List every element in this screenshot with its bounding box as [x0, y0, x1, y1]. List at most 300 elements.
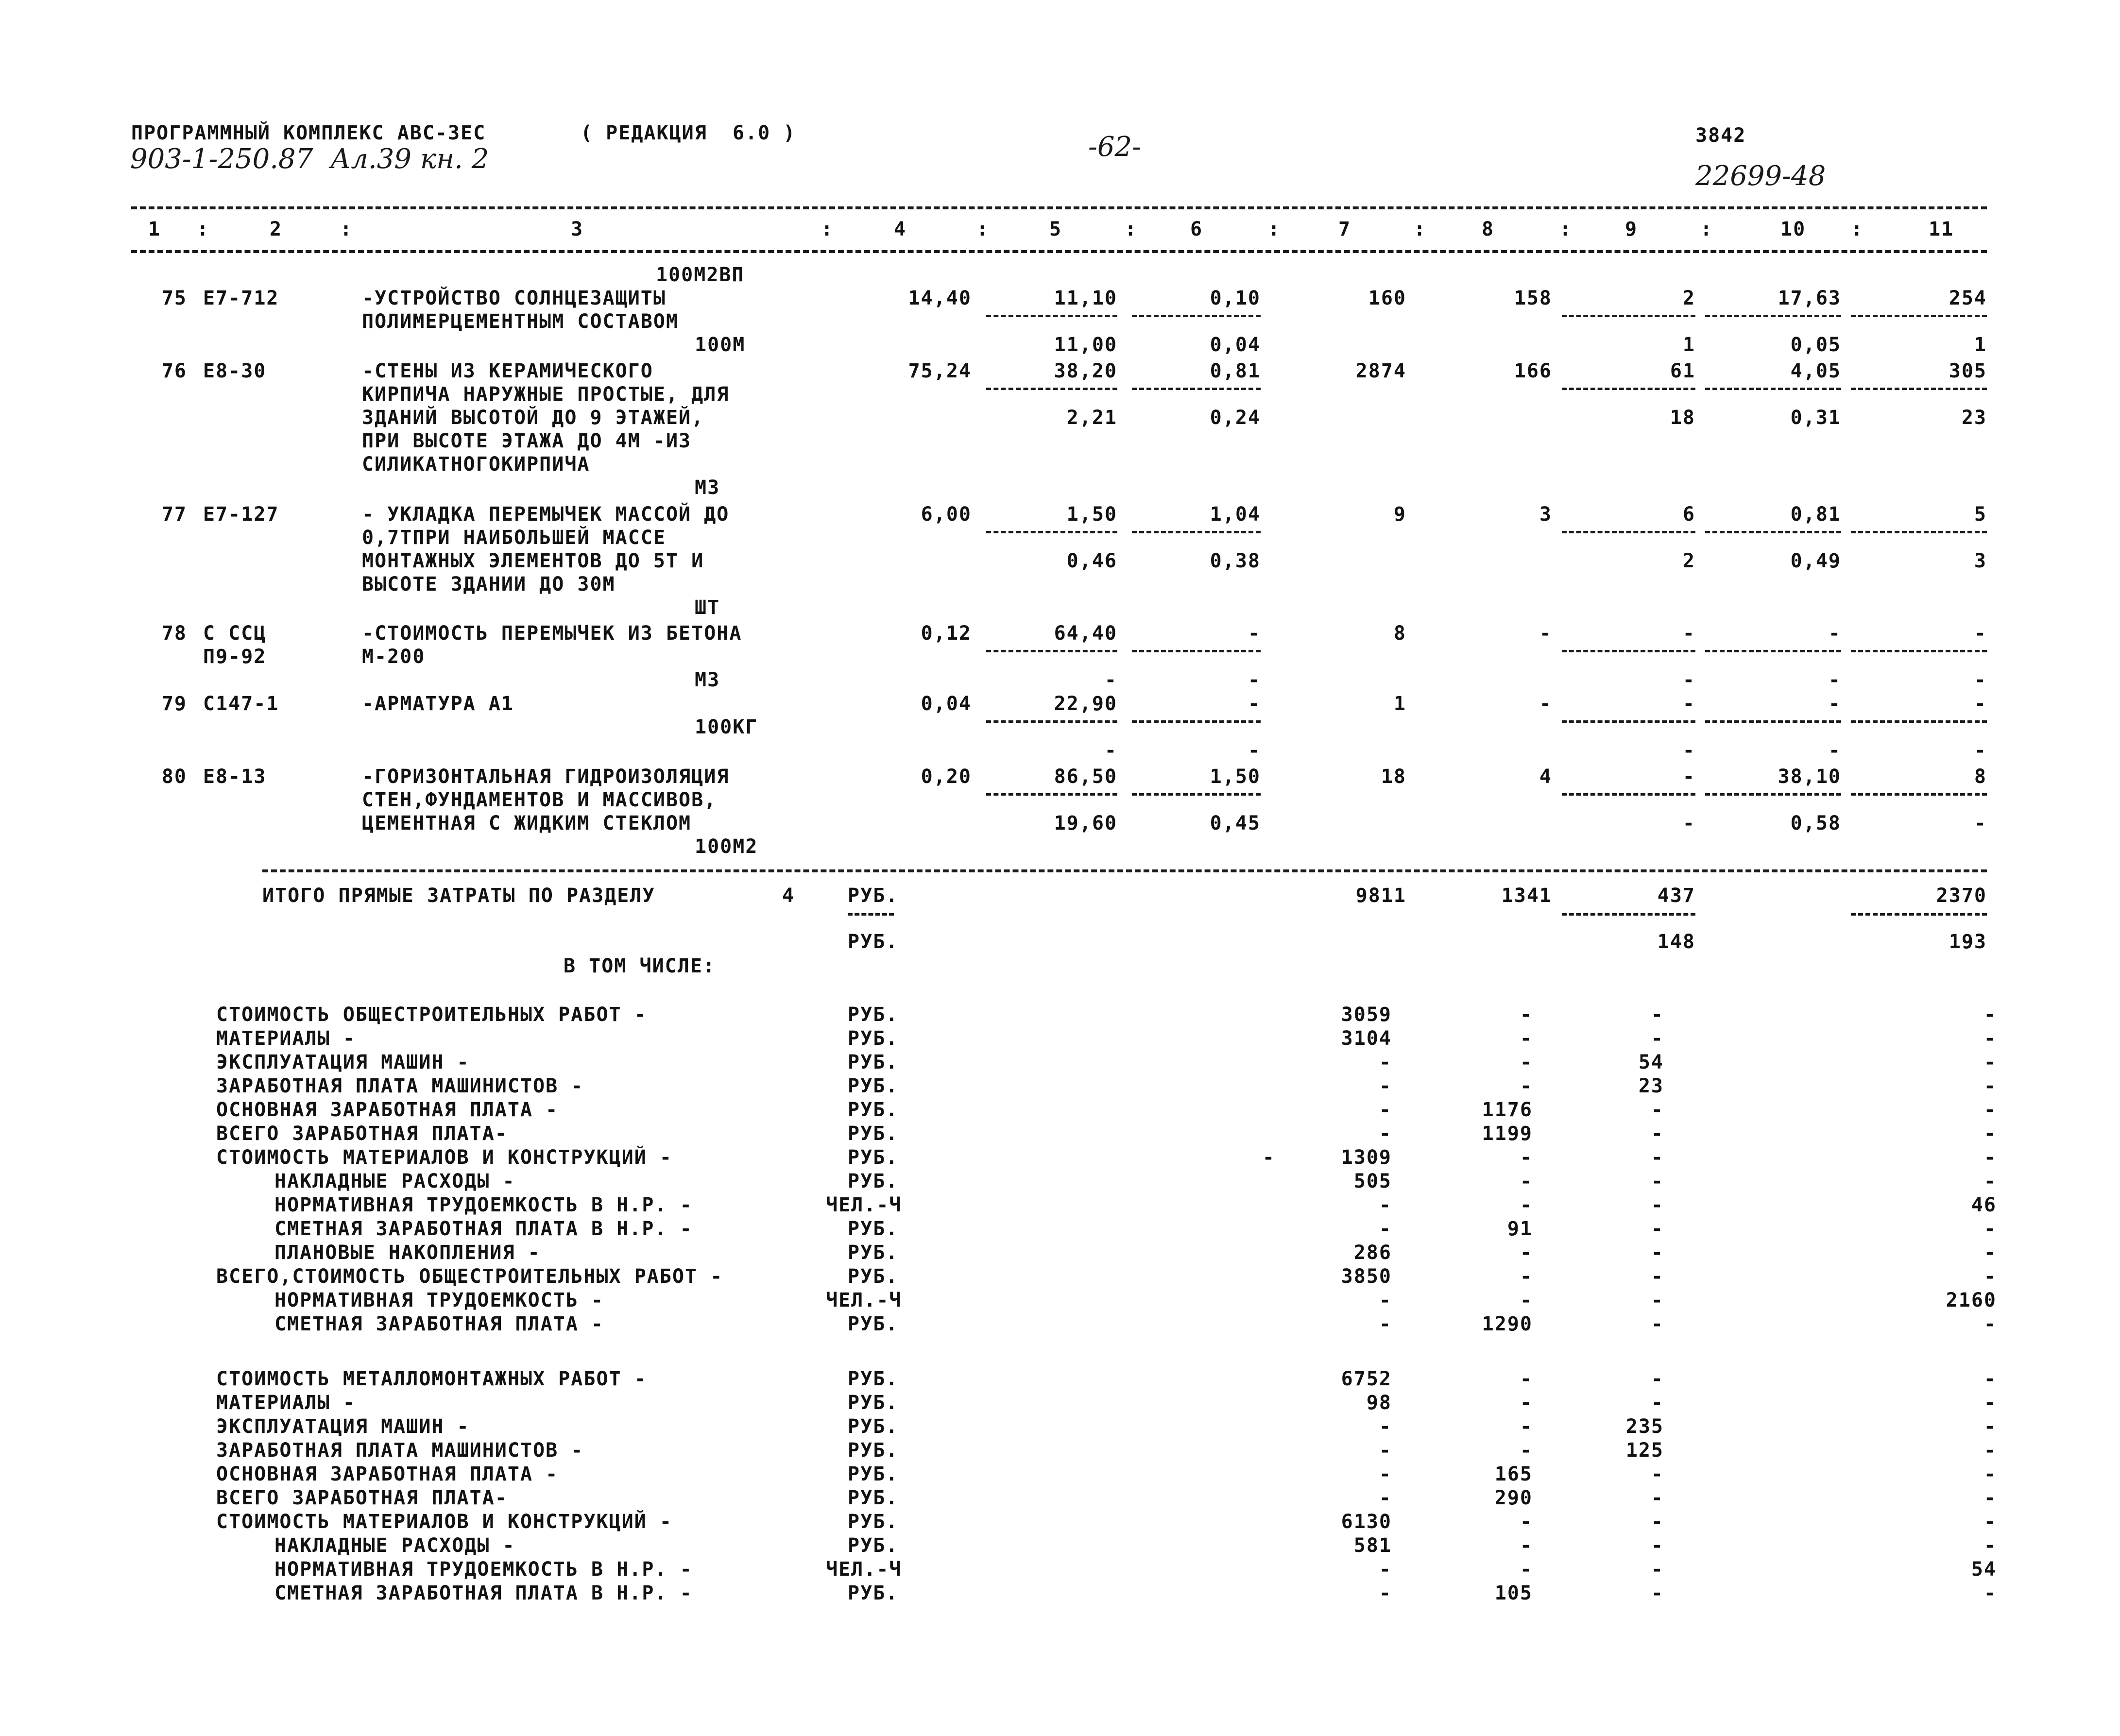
summary-c11: -: [1983, 1099, 1997, 1121]
column-separator: :: [1700, 218, 1713, 240]
summary-unit: ЧЕЛ.-Ч: [826, 1194, 902, 1216]
summary-unit: РУБ.: [848, 1170, 899, 1192]
summary-unit: РУБ.: [848, 1368, 899, 1390]
cell-c5: 22,90: [1054, 693, 1117, 715]
cell-rule: [1705, 315, 1841, 317]
row-description-line: ПОЛИМЕРЦЕМЕНТНЫМ СОСТАВОМ: [362, 310, 679, 333]
summary-c7: -: [1379, 1289, 1392, 1311]
row-description-line: - УКЛАДКА ПЕРЕМЫЧЕК МАССОЙ ДО: [362, 503, 730, 526]
row-description-line: 0,7ТПРИ НАИБОЛЬШЕЙ МАССЕ: [362, 527, 666, 549]
cell-c5: 11,10: [1054, 287, 1117, 309]
total-c11: 2370: [1936, 885, 1987, 907]
row-unit-label: М3: [695, 669, 720, 691]
row-unit-label: 100М2: [695, 835, 758, 858]
summary-c8: -: [1520, 1415, 1533, 1438]
column-header-2: 2: [270, 218, 283, 240]
cell-c9: 6: [1682, 503, 1695, 526]
summary-label: СТОИМОСТЬ МЕТАЛЛОМОНТАЖНЫХ РАБОТ -: [216, 1368, 647, 1390]
cell-rule: [986, 793, 1117, 796]
row-code: С ССЦ: [203, 622, 267, 645]
summary-label: НОРМАТИВНАЯ ТРУДОЕМКОСТЬ -: [274, 1289, 604, 1311]
summary-label: МАТЕРИАЛЫ -: [216, 1392, 356, 1414]
cell-c10b: 0,49: [1790, 550, 1841, 572]
summary-c8: 1176: [1482, 1099, 1533, 1121]
summary-c9: 54: [1638, 1051, 1664, 1073]
summary-unit: РУБ.: [848, 1123, 899, 1145]
summary-c8: -: [1520, 1289, 1533, 1311]
summary-c7: 98: [1366, 1392, 1392, 1414]
row-number: 76: [161, 360, 187, 382]
summary-c8: -: [1520, 1534, 1533, 1557]
row-description-line: ПРИ ВЫСОТЕ ЭТАЖА ДО 4М -ИЗ: [362, 430, 692, 452]
summary-unit: РУБ.: [848, 1463, 899, 1485]
summary-c9: -: [1651, 1242, 1664, 1264]
summary-c7: 505: [1353, 1170, 1392, 1192]
summary-c9: 125: [1625, 1439, 1664, 1462]
cell-rule: [1132, 388, 1261, 390]
cell-rule: [1562, 315, 1695, 317]
row-description-line: -УСТРОЙСТВО СОЛНЦЕЗАЩИТЫ: [362, 287, 666, 309]
row-description-line: КИРПИЧА НАРУЖНЫЕ ПРОСТЫЕ, ДЛЯ: [362, 383, 730, 406]
summary-label: НАКЛАДНЫЕ РАСХОДЫ -: [274, 1170, 515, 1192]
cell-rule: [986, 388, 1117, 390]
cell-c10b: -: [1828, 669, 1841, 691]
cell-rule: [1851, 315, 1987, 317]
summary-c11: 46: [1971, 1194, 1997, 1216]
summary-unit: РУБ.: [848, 1027, 899, 1050]
summary-c11: 2160: [1946, 1289, 1997, 1311]
total-c9-secondary: 148: [1657, 931, 1695, 953]
summary-unit: РУБ.: [848, 1313, 899, 1335]
column-separator: :: [1851, 218, 1864, 240]
summary-c9: -: [1651, 1558, 1664, 1581]
total-c8: 1341: [1501, 885, 1552, 907]
cell-c6b: -: [1248, 739, 1261, 762]
row-description-line: ВЫСОТЕ ЗДАНИИ ДО 30М: [362, 573, 615, 596]
row-description-line: ЦЕМЕНТНАЯ С ЖИДКИМ СТЕКЛОМ: [362, 812, 692, 834]
summary-c8: -: [1520, 1051, 1533, 1073]
row-unit-label: 100КГ: [695, 716, 758, 738]
cell-c4: 0,12: [921, 622, 972, 645]
summary-c7: -: [1379, 1075, 1392, 1097]
summary-unit: РУБ.: [848, 1075, 899, 1097]
row-unit-label: М3: [695, 477, 720, 499]
cell-c10b: 0,05: [1790, 334, 1841, 356]
row-unit-label: 100М2ВП: [656, 264, 745, 286]
cell-c5b: 2,21: [1066, 407, 1117, 429]
summary-c7: -: [1379, 1558, 1392, 1581]
cell-c6b: 0,38: [1210, 550, 1261, 572]
cell-c11: 5: [1974, 503, 1987, 526]
cell-c7: 1: [1393, 693, 1406, 715]
column-separator: :: [1559, 218, 1573, 240]
cell-c10: 0,81: [1790, 503, 1841, 526]
summary-c11: -: [1983, 1392, 1997, 1414]
summary-c7: 1309: [1341, 1146, 1392, 1169]
cell-c9b: 2: [1682, 550, 1695, 572]
column-separator: :: [976, 218, 990, 240]
summary-c7: -: [1379, 1194, 1392, 1216]
summary-c11: -: [1983, 1218, 1997, 1240]
row-code: С147-1: [203, 693, 279, 715]
summary-c8: -: [1520, 1368, 1533, 1390]
summary-c7: -: [1379, 1051, 1392, 1073]
total-unit: РУБ.: [848, 885, 899, 907]
summary-label: СМЕТНАЯ ЗАРАБОТНАЯ ПЛАТА В Н.Р. -: [274, 1218, 693, 1240]
column-header-4: 4: [894, 218, 907, 240]
column-separator: :: [1125, 218, 1138, 240]
summary-c11: -: [1983, 1265, 1997, 1288]
cell-c6b: -: [1248, 669, 1261, 691]
column-header-10: 10: [1780, 218, 1806, 240]
cell-c9b: -: [1682, 812, 1695, 834]
cell-c9: -: [1682, 693, 1695, 715]
cell-c11: 254: [1949, 287, 1987, 309]
summary-label: ЗАРАБОТНАЯ ПЛАТА МАШИНИСТОВ -: [216, 1075, 584, 1097]
cell-c6: 1,04: [1210, 503, 1261, 526]
summary-unit: РУБ.: [848, 1242, 899, 1264]
summary-c9: -: [1651, 1004, 1664, 1026]
summary-c8: -: [1520, 1439, 1533, 1462]
cell-rule: [1851, 650, 1987, 652]
summary-label: ПЛАНОВЫЕ НАКОПЛЕНИЯ -: [274, 1242, 541, 1264]
summary-c9: -: [1651, 1534, 1664, 1557]
cell-c11: -: [1974, 622, 1987, 645]
summary-c7: 581: [1353, 1534, 1392, 1557]
total-c9: 437: [1657, 885, 1695, 907]
cell-c4: 0,04: [921, 693, 972, 715]
cell-rule: [1705, 650, 1841, 652]
cell-c11b: 23: [1961, 407, 1987, 429]
summary-unit: РУБ.: [848, 1487, 899, 1509]
cell-c5b: 11,00: [1054, 334, 1117, 356]
summary-c9: -: [1651, 1289, 1664, 1311]
cell-c11b: -: [1974, 812, 1987, 834]
summary-c11: -: [1983, 1123, 1997, 1145]
summary-c9: -: [1651, 1392, 1664, 1414]
summary-unit: РУБ.: [848, 1051, 899, 1073]
row-number: 77: [161, 503, 187, 526]
summary-c8: -: [1520, 1511, 1533, 1533]
row-description-line: -СТОИМОСТЬ ПЕРЕМЫЧЕК ИЗ БЕТОНА: [362, 622, 742, 645]
cell-rule: [1132, 793, 1261, 796]
column-separator: :: [197, 218, 210, 240]
summary-c9: -: [1651, 1511, 1664, 1533]
summary-label: СТОИМОСТЬ МАТЕРИАЛОВ И КОНСТРУКЦИЙ -: [216, 1511, 672, 1533]
edition-label: ( РЕДАКЦИЯ 6.0 ): [581, 122, 796, 144]
cell-rule: [1705, 793, 1841, 796]
cell-c11b: 1: [1974, 334, 1987, 356]
cell-c7: 18: [1381, 766, 1406, 788]
cell-rule: [1132, 531, 1261, 533]
row-description-line: М-200: [362, 646, 426, 668]
total-unit-rule: [848, 913, 894, 916]
summary-c9: -: [1651, 1099, 1664, 1121]
row-number: 75: [161, 287, 187, 309]
summary-unit: РУБ.: [848, 1534, 899, 1557]
cell-rule: [986, 531, 1117, 533]
code-bottom: 22699-48: [1695, 160, 1826, 192]
row-description-line: -СТЕНЫ ИЗ КЕРАМИЧЕСКОГО: [362, 360, 653, 382]
summary-c8: 91: [1507, 1218, 1533, 1240]
total-section-number: 4: [782, 885, 795, 907]
summary-unit: ЧЕЛ.-Ч: [826, 1289, 902, 1311]
summary-c9: -: [1651, 1146, 1664, 1169]
cell-c5b: 0,46: [1066, 550, 1117, 572]
project-reference: 903-1-250.87 Ал.39 кн. 2: [130, 143, 489, 175]
summary-label: ЗАРАБОТНАЯ ПЛАТА МАШИНИСТОВ -: [216, 1439, 584, 1462]
summary-label: НАКЛАДНЫЕ РАСХОДЫ -: [274, 1534, 515, 1557]
column-separator: :: [821, 218, 834, 240]
summary-c9: -: [1651, 1027, 1664, 1050]
cell-rule: [1851, 531, 1987, 533]
cell-rule: [1705, 531, 1841, 533]
summary-c9: -: [1651, 1123, 1664, 1145]
cell-rule: [1705, 388, 1841, 390]
cell-rule: [986, 650, 1117, 652]
summary-label: НОРМАТИВНАЯ ТРУДОЕМКОСТЬ В Н.Р. -: [274, 1558, 693, 1581]
column-header-5: 5: [1049, 218, 1062, 240]
cell-c10b: 0,58: [1790, 812, 1841, 834]
summary-c9: -: [1651, 1582, 1664, 1604]
summary-c8: -: [1520, 1194, 1533, 1216]
summary-c8: 1290: [1482, 1313, 1533, 1335]
cell-c9b: -: [1682, 669, 1695, 691]
summary-label: СМЕТНАЯ ЗАРАБОТНАЯ ПЛАТА В Н.Р. -: [274, 1582, 693, 1604]
cell-c9: -: [1682, 766, 1695, 788]
summary-c11: 54: [1971, 1558, 1997, 1581]
summary-c7: 3059: [1341, 1004, 1392, 1026]
cell-rule: [1132, 720, 1261, 723]
cell-c7: 9: [1393, 503, 1406, 526]
cell-rule: [1562, 650, 1695, 652]
summary-c8: 1199: [1482, 1123, 1533, 1145]
column-header-9: 9: [1625, 218, 1638, 240]
summary-c11: -: [1983, 1146, 1997, 1169]
row-description-line: СТЕН,ФУНДАМЕНТОВ И МАССИВОВ,: [362, 789, 717, 811]
row-number: 78: [161, 622, 187, 645]
summary-c8: -: [1520, 1146, 1533, 1169]
summary-label: ОСНОВНАЯ ЗАРАБОТНАЯ ПЛАТА -: [216, 1463, 559, 1485]
summary-c7: -: [1379, 1218, 1392, 1240]
summary-label: ЭКСПЛУАТАЦИЯ МАШИН -: [216, 1415, 470, 1438]
summary-c8: -: [1520, 1265, 1533, 1288]
cell-c9b: 1: [1682, 334, 1695, 356]
summary-c9: 23: [1638, 1075, 1664, 1097]
summary-c11: -: [1983, 1582, 1997, 1604]
row-description-line: -ГОРИЗОНТАЛЬНАЯ ГИДРОИЗОЛЯЦИЯ: [362, 766, 730, 788]
summary-unit: РУБ.: [848, 1439, 899, 1462]
column-header-1: 1: [148, 218, 161, 240]
summary-c11: -: [1983, 1170, 1997, 1192]
column-header-8: 8: [1482, 218, 1495, 240]
cell-c11b: 3: [1974, 550, 1987, 572]
cell-rule: [1851, 720, 1987, 723]
cell-c9b: 18: [1670, 407, 1695, 429]
cell-c4: 14,40: [908, 287, 972, 309]
row-code: Е8-30: [203, 360, 267, 382]
summary-c11: -: [1983, 1487, 1997, 1509]
summary-c8: -: [1520, 1392, 1533, 1414]
cell-c5: 64,40: [1054, 622, 1117, 645]
summary-c7: -: [1379, 1415, 1392, 1438]
column-separator: :: [340, 218, 353, 240]
row-number: 79: [161, 693, 187, 715]
summary-c11: -: [1983, 1534, 1997, 1557]
summary-unit: РУБ.: [848, 1218, 899, 1240]
cell-c10: 4,05: [1790, 360, 1841, 382]
cell-rule: [1562, 720, 1695, 723]
cell-c10: -: [1828, 622, 1841, 645]
cell-rule: [1562, 793, 1695, 796]
summary-c7: -: [1379, 1099, 1392, 1121]
cell-rule: [1132, 315, 1261, 317]
summary-unit: РУБ.: [848, 1392, 899, 1414]
column-separator: :: [1414, 218, 1427, 240]
summary-c11: -: [1983, 1242, 1997, 1264]
summary-label: ЭКСПЛУАТАЦИЯ МАШИН -: [216, 1051, 470, 1073]
summary-c11: -: [1983, 1004, 1997, 1026]
cell-c11b: -: [1974, 739, 1987, 762]
row-code: Е8-13: [203, 766, 267, 788]
header-rule-bottom: [131, 250, 1987, 253]
cell-rule: [1851, 388, 1987, 390]
row-code-secondary: П9-92: [203, 646, 267, 668]
summary-c11: -: [1983, 1075, 1997, 1097]
summary-c9: -: [1651, 1265, 1664, 1288]
summary-unit: РУБ.: [848, 1004, 899, 1026]
row-description-line: -АРМАТУРА А1: [362, 693, 514, 715]
column-header-3: 3: [571, 218, 584, 240]
cell-c10b: -: [1828, 739, 1841, 762]
summary-c9: -: [1651, 1463, 1664, 1485]
summary-label: ВСЕГО,СТОИМОСТЬ ОБЩЕСТРОИТЕЛЬНЫХ РАБОТ -: [216, 1265, 723, 1288]
row-unit-label: ШТ: [695, 596, 720, 619]
cell-c9: 61: [1670, 360, 1695, 382]
cell-c5b: -: [1104, 669, 1117, 691]
cell-c5: 86,50: [1054, 766, 1117, 788]
including-heading: В ТОМ ЧИСЛЕ:: [564, 955, 716, 977]
summary-c11: -: [1983, 1415, 1997, 1438]
column-header-7: 7: [1338, 218, 1351, 240]
summary-label: СМЕТНАЯ ЗАРАБОТНАЯ ПЛАТА -: [274, 1313, 604, 1335]
summary-unit: РУБ.: [848, 1265, 899, 1288]
summary-c9: -: [1651, 1487, 1664, 1509]
column-header-6: 6: [1190, 218, 1203, 240]
cell-c9b: -: [1682, 739, 1695, 762]
cell-c4: 75,24: [908, 360, 972, 382]
summary-c8: -: [1520, 1004, 1533, 1026]
cell-c6b: 0,45: [1210, 812, 1261, 834]
summary-unit: РУБ.: [848, 1415, 899, 1438]
summary-c8: -: [1520, 1170, 1533, 1192]
cell-c8: 166: [1514, 360, 1552, 382]
row-number: 80: [161, 766, 187, 788]
summary-unit: РУБ.: [848, 1146, 899, 1169]
summary-c6: -: [1262, 1146, 1275, 1169]
cell-c11: -: [1974, 693, 1987, 715]
row-description-line: МОНТАЖНЫХ ЭЛЕМЕНТОВ ДО 5Т И: [362, 550, 704, 572]
cell-rule: [1562, 388, 1695, 390]
summary-c8: 105: [1494, 1582, 1533, 1604]
summary-c11: -: [1983, 1463, 1997, 1485]
summary-c8: 290: [1494, 1487, 1533, 1509]
summary-label: ОСНОВНАЯ ЗАРАБОТНАЯ ПЛАТА -: [216, 1099, 559, 1121]
summary-c7: 3104: [1341, 1027, 1392, 1050]
row-unit-label: 100М: [695, 334, 746, 356]
summary-c9: -: [1651, 1170, 1664, 1192]
total-c7: 9811: [1355, 885, 1406, 907]
summary-c8: -: [1520, 1242, 1533, 1264]
row-code: Е7-712: [203, 287, 279, 309]
total-c11-secondary: 193: [1949, 931, 1987, 953]
total-c9-rule: [1562, 913, 1695, 916]
summary-c7: 3850: [1341, 1265, 1392, 1288]
summary-c7: -: [1379, 1463, 1392, 1485]
summary-unit: РУБ.: [848, 1511, 899, 1533]
cell-c9: -: [1682, 622, 1695, 645]
summary-c11: -: [1983, 1439, 1997, 1462]
summary-c7: -: [1379, 1582, 1392, 1604]
summary-c8: -: [1520, 1075, 1533, 1097]
page-number: -62-: [1088, 131, 1142, 163]
cell-c6b: 0,24: [1210, 407, 1261, 429]
cell-c10: 17,63: [1778, 287, 1841, 309]
cell-c8: 3: [1539, 503, 1552, 526]
summary-unit: ЧЕЛ.-Ч: [826, 1558, 902, 1581]
code-top: 3842: [1695, 124, 1746, 147]
summary-c7: -: [1379, 1487, 1392, 1509]
summary-c7: -: [1379, 1313, 1392, 1335]
summary-c9: -: [1651, 1218, 1664, 1240]
total-unit-secondary: РУБ.: [848, 931, 899, 953]
summary-c8: 165: [1494, 1463, 1533, 1485]
summary-c9: -: [1651, 1313, 1664, 1335]
summary-label: НОРМАТИВНАЯ ТРУДОЕМКОСТЬ В Н.Р. -: [274, 1194, 693, 1216]
cell-c6: -: [1248, 622, 1261, 645]
cell-rule: [986, 720, 1117, 723]
summary-label: ВСЕГО ЗАРАБОТНАЯ ПЛАТА-: [216, 1487, 508, 1509]
cell-c10: 38,10: [1778, 766, 1841, 788]
cell-c11: 305: [1949, 360, 1987, 382]
summary-label: СТОИМОСТЬ ОБЩЕСТРОИТЕЛЬНЫХ РАБОТ -: [216, 1004, 647, 1026]
cell-c10: -: [1828, 693, 1841, 715]
total-label: ИТОГО ПРЯМЫЕ ЗАТРАТЫ ПО РАЗДЕЛУ: [262, 885, 655, 907]
summary-label: МАТЕРИАЛЫ -: [216, 1027, 356, 1050]
summary-c11: -: [1983, 1368, 1997, 1390]
summary-c11: -: [1983, 1511, 1997, 1533]
summary-c7: 286: [1353, 1242, 1392, 1264]
total-c11-rule: [1851, 913, 1987, 916]
row-description-line: СИЛИКАТНОГОКИРПИЧА: [362, 453, 590, 476]
summary-c8: -: [1520, 1027, 1533, 1050]
summary-c11: -: [1983, 1313, 1997, 1335]
column-header-11: 11: [1929, 218, 1954, 240]
cell-rule: [1562, 531, 1695, 533]
cell-c5b: -: [1104, 739, 1117, 762]
cell-c6: 1,50: [1210, 766, 1261, 788]
row-description-line: ЗДАНИЙ ВЫСОТОЙ ДО 9 ЭТАЖЕЙ,: [362, 407, 704, 429]
cell-c6: -: [1248, 693, 1261, 715]
summary-unit: РУБ.: [848, 1099, 899, 1121]
cell-c7: 8: [1393, 622, 1406, 645]
cell-rule: [1705, 720, 1841, 723]
summary-c7: 6752: [1341, 1368, 1392, 1390]
cell-c5: 1,50: [1066, 503, 1117, 526]
cell-c9: 2: [1682, 287, 1695, 309]
summary-c9: -: [1651, 1368, 1664, 1390]
header-rule-top: [131, 206, 1987, 209]
